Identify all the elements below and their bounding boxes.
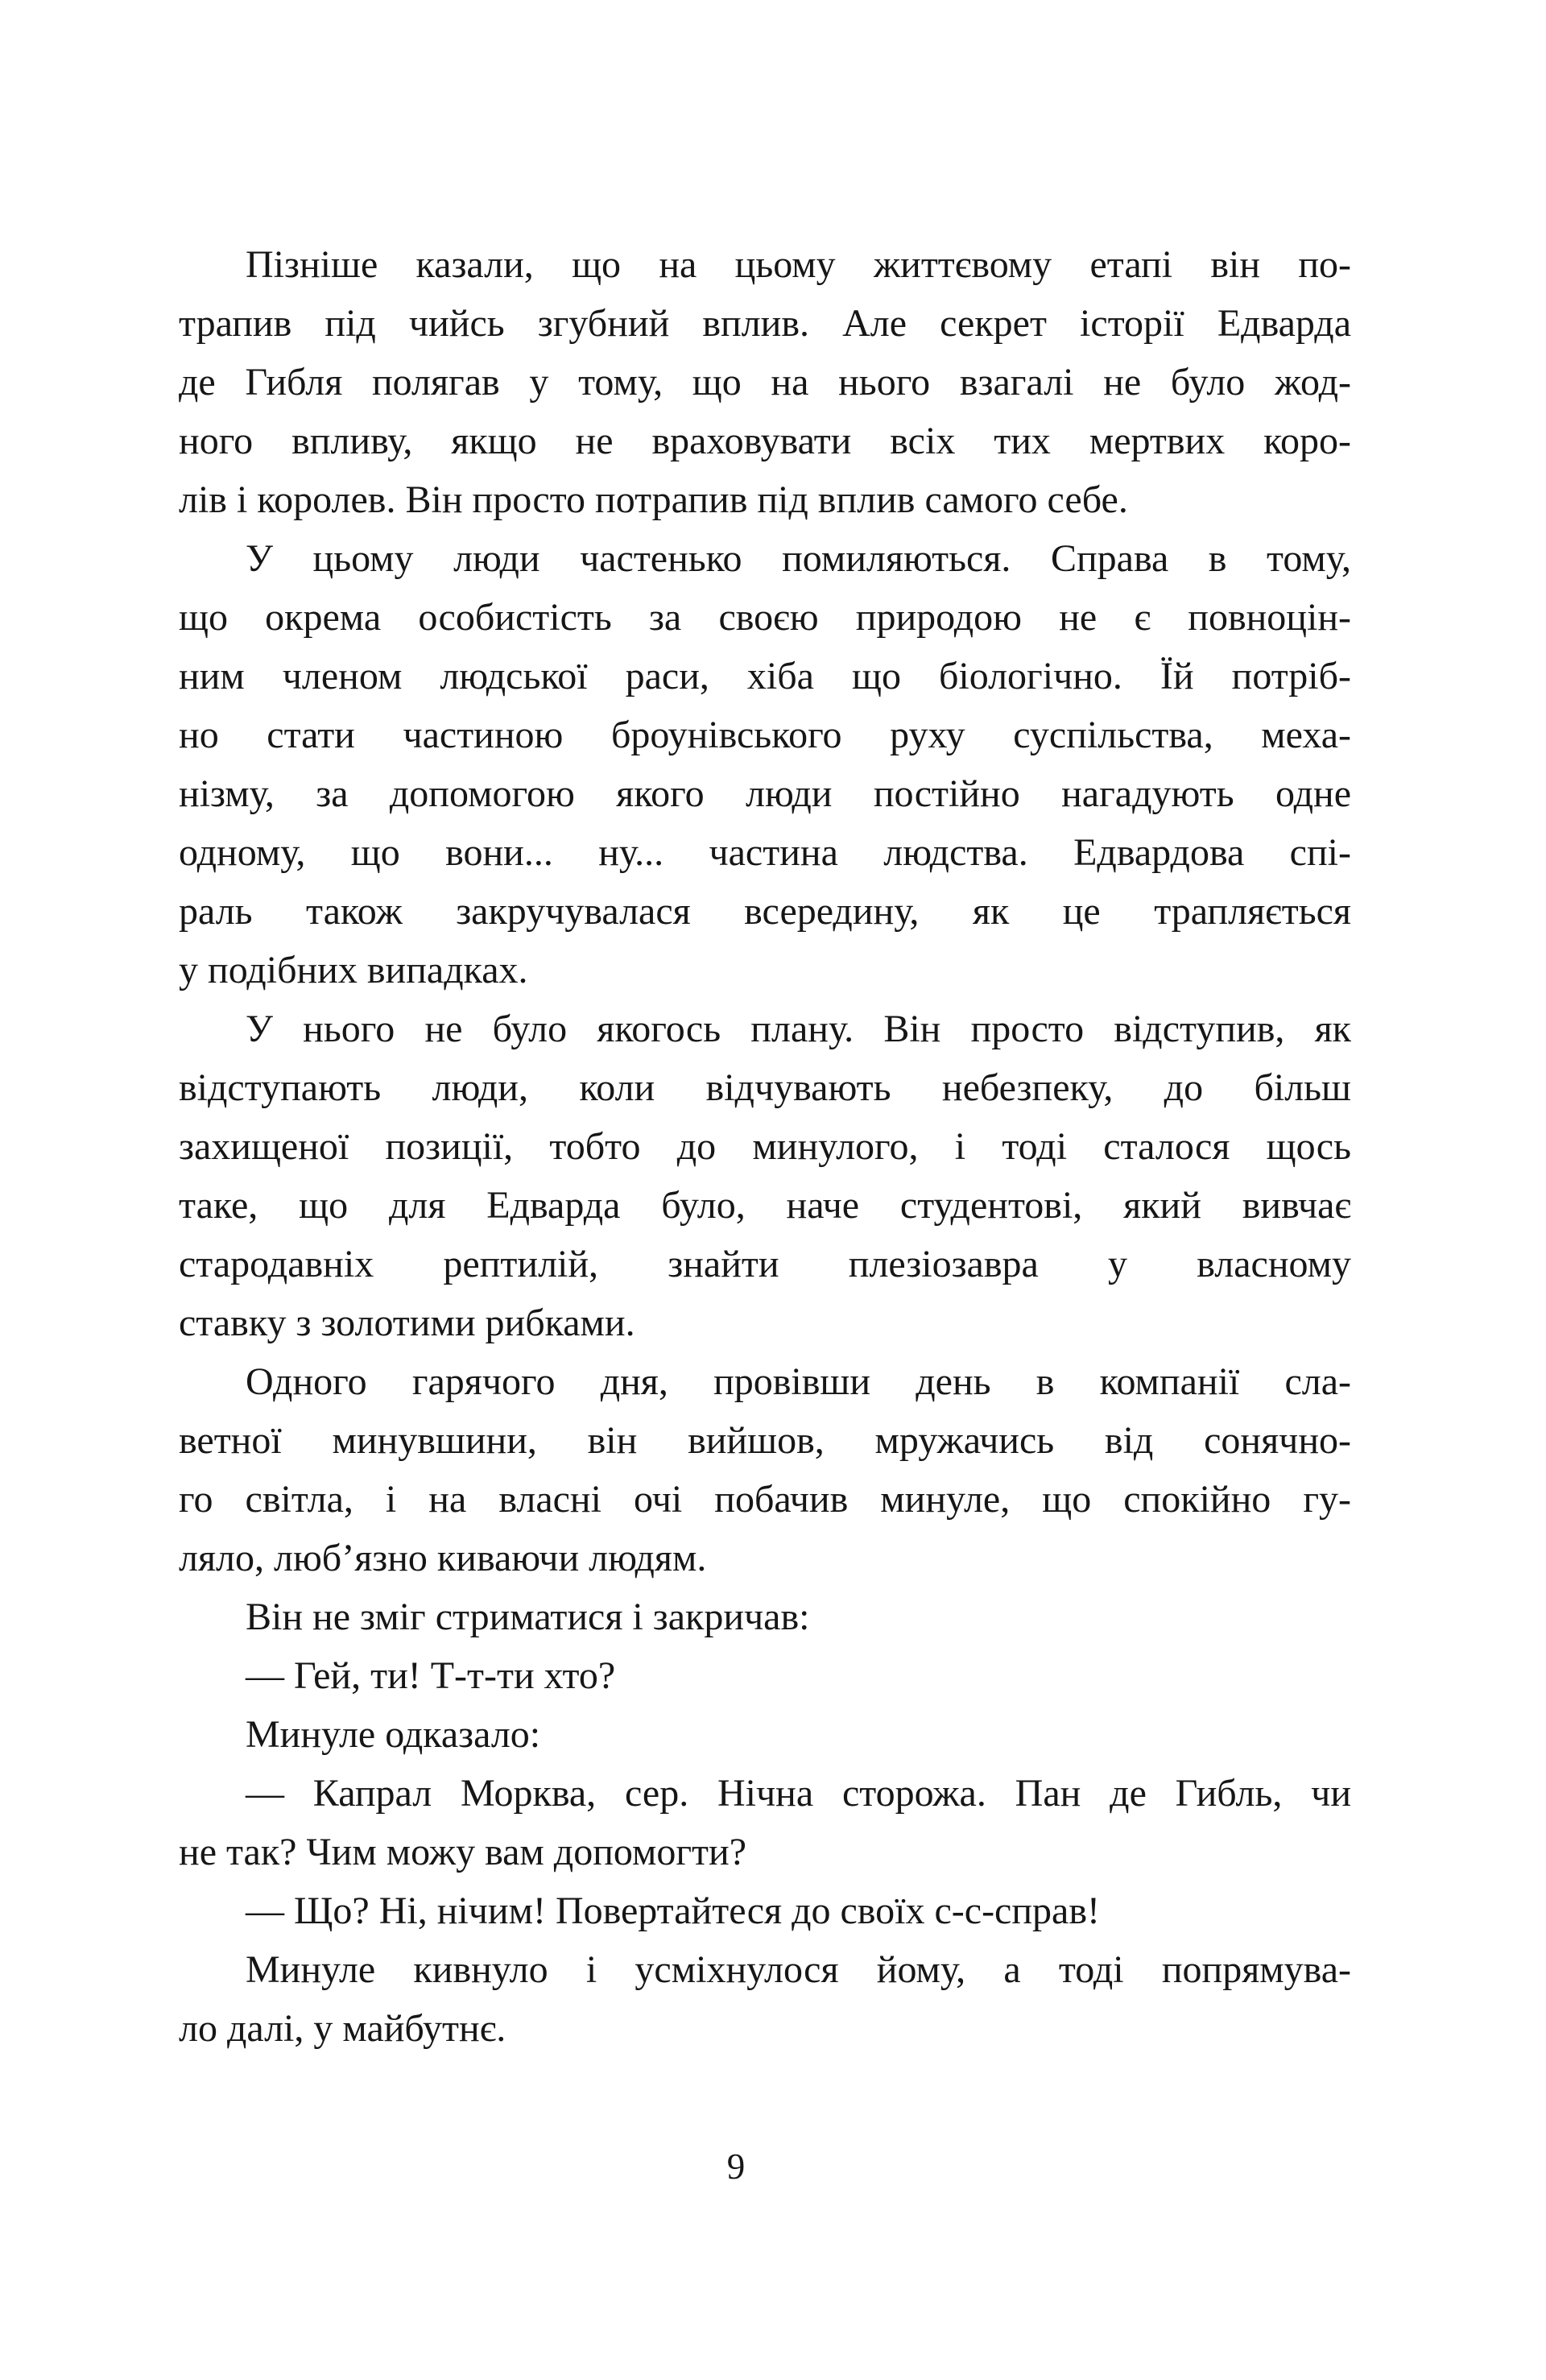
text-line: ло далі, у майбутнє. [179, 2007, 506, 2050]
text-line: У нього не було якогось плану. Він просто відступив, як [246, 1008, 1351, 1050]
paragraph [179, 1940, 1351, 2058]
text-line: нізму, за допомогою якого люди постійно нагадують одне [179, 772, 1351, 815]
text-line: Минуле одказало: [246, 1713, 541, 1756]
text-line: не так? Чим можу вам допомогти? [179, 1831, 747, 1873]
text-line: ставку з золотими рибками. [179, 1302, 635, 1344]
text-line: одному, що вони... ну... частина людства. Едвардова спі- [179, 831, 1351, 874]
page-text [179, 235, 1351, 2058]
paragraph [179, 235, 1351, 529]
text-line: Пізніше казали, що на цьому життєвому етапі він по- [246, 243, 1351, 286]
page-number: 9 [726, 2146, 746, 2187]
text-line: раль також закручувалася всередину, як це трапляється [179, 890, 1351, 933]
paragraph [179, 1000, 1351, 1352]
text-line: трапив під чийсь згубний вплив. Але секрет історії Едварда [179, 302, 1351, 345]
paragraph [179, 1705, 1351, 1764]
text-line: го світла, і на власні очі побачив минуле, що спокійно гу- [179, 1478, 1351, 1521]
text-line: що окрема особистість за своєю природою не є повноцін- [179, 596, 1351, 639]
text-line: — Капрал Морква, сер. Нічна сторожа. Пан де Гибль, чи [246, 1772, 1351, 1815]
paragraph [179, 1587, 1351, 1646]
paragraph [179, 1352, 1351, 1587]
text-line: но стати частиною броунівського руху суспільства, меха- [179, 714, 1351, 756]
paragraph-dialogue [179, 1881, 1351, 1940]
text-line: лів і королев. Він просто потрапив під вплив самого себе. [179, 478, 1128, 521]
paragraph-dialogue [179, 1646, 1351, 1705]
text-line: У цьому люди частенько помиляються. Справа в тому, [246, 537, 1351, 580]
text-line: де Гибля полягав у тому, що на нього взагалі не було жод- [179, 361, 1351, 404]
text-line: ним членом людської раси, хіба що біологічно. Їй потріб- [179, 655, 1351, 697]
text-line: ветної минувшини, він вийшов, мружачись від сонячно- [179, 1419, 1351, 1462]
text-line: ляло, люб’язно киваючи людям. [179, 1537, 707, 1579]
paragraph [179, 529, 1351, 1000]
text-line: Минуле кивнуло і усміхнулося йому, а тоді попрямува- [246, 1948, 1351, 1991]
text-line: стародавніх рептилій, знайти плезіозавра у власному [179, 1243, 1351, 1285]
text-line: — Гей, ти! Т-т-ти хто? [246, 1654, 616, 1697]
text-line: — Що? Ні, нічим! Повертайтеся до своїх с-с-справ! [246, 1890, 1100, 1932]
text-line: у подібних випадках. [179, 949, 528, 991]
text-line: Він не зміг стриматися і закричав: [246, 1596, 810, 1638]
text-line: ного впливу, якщо не враховувати всіх тих мертвих коро- [179, 420, 1351, 462]
text-line: Одного гарячого дня, провівши день в компанії сла- [246, 1360, 1351, 1403]
text-line: захищеної позиції, тобто до минулого, і тоді сталося щось [179, 1125, 1351, 1168]
text-line: відступають люди, коли відчувають небезпеку, до більш [179, 1066, 1351, 1109]
text-line: таке, що для Едварда було, наче студентові, який вивчає [179, 1184, 1351, 1227]
paragraph-dialogue [179, 1764, 1351, 1881]
